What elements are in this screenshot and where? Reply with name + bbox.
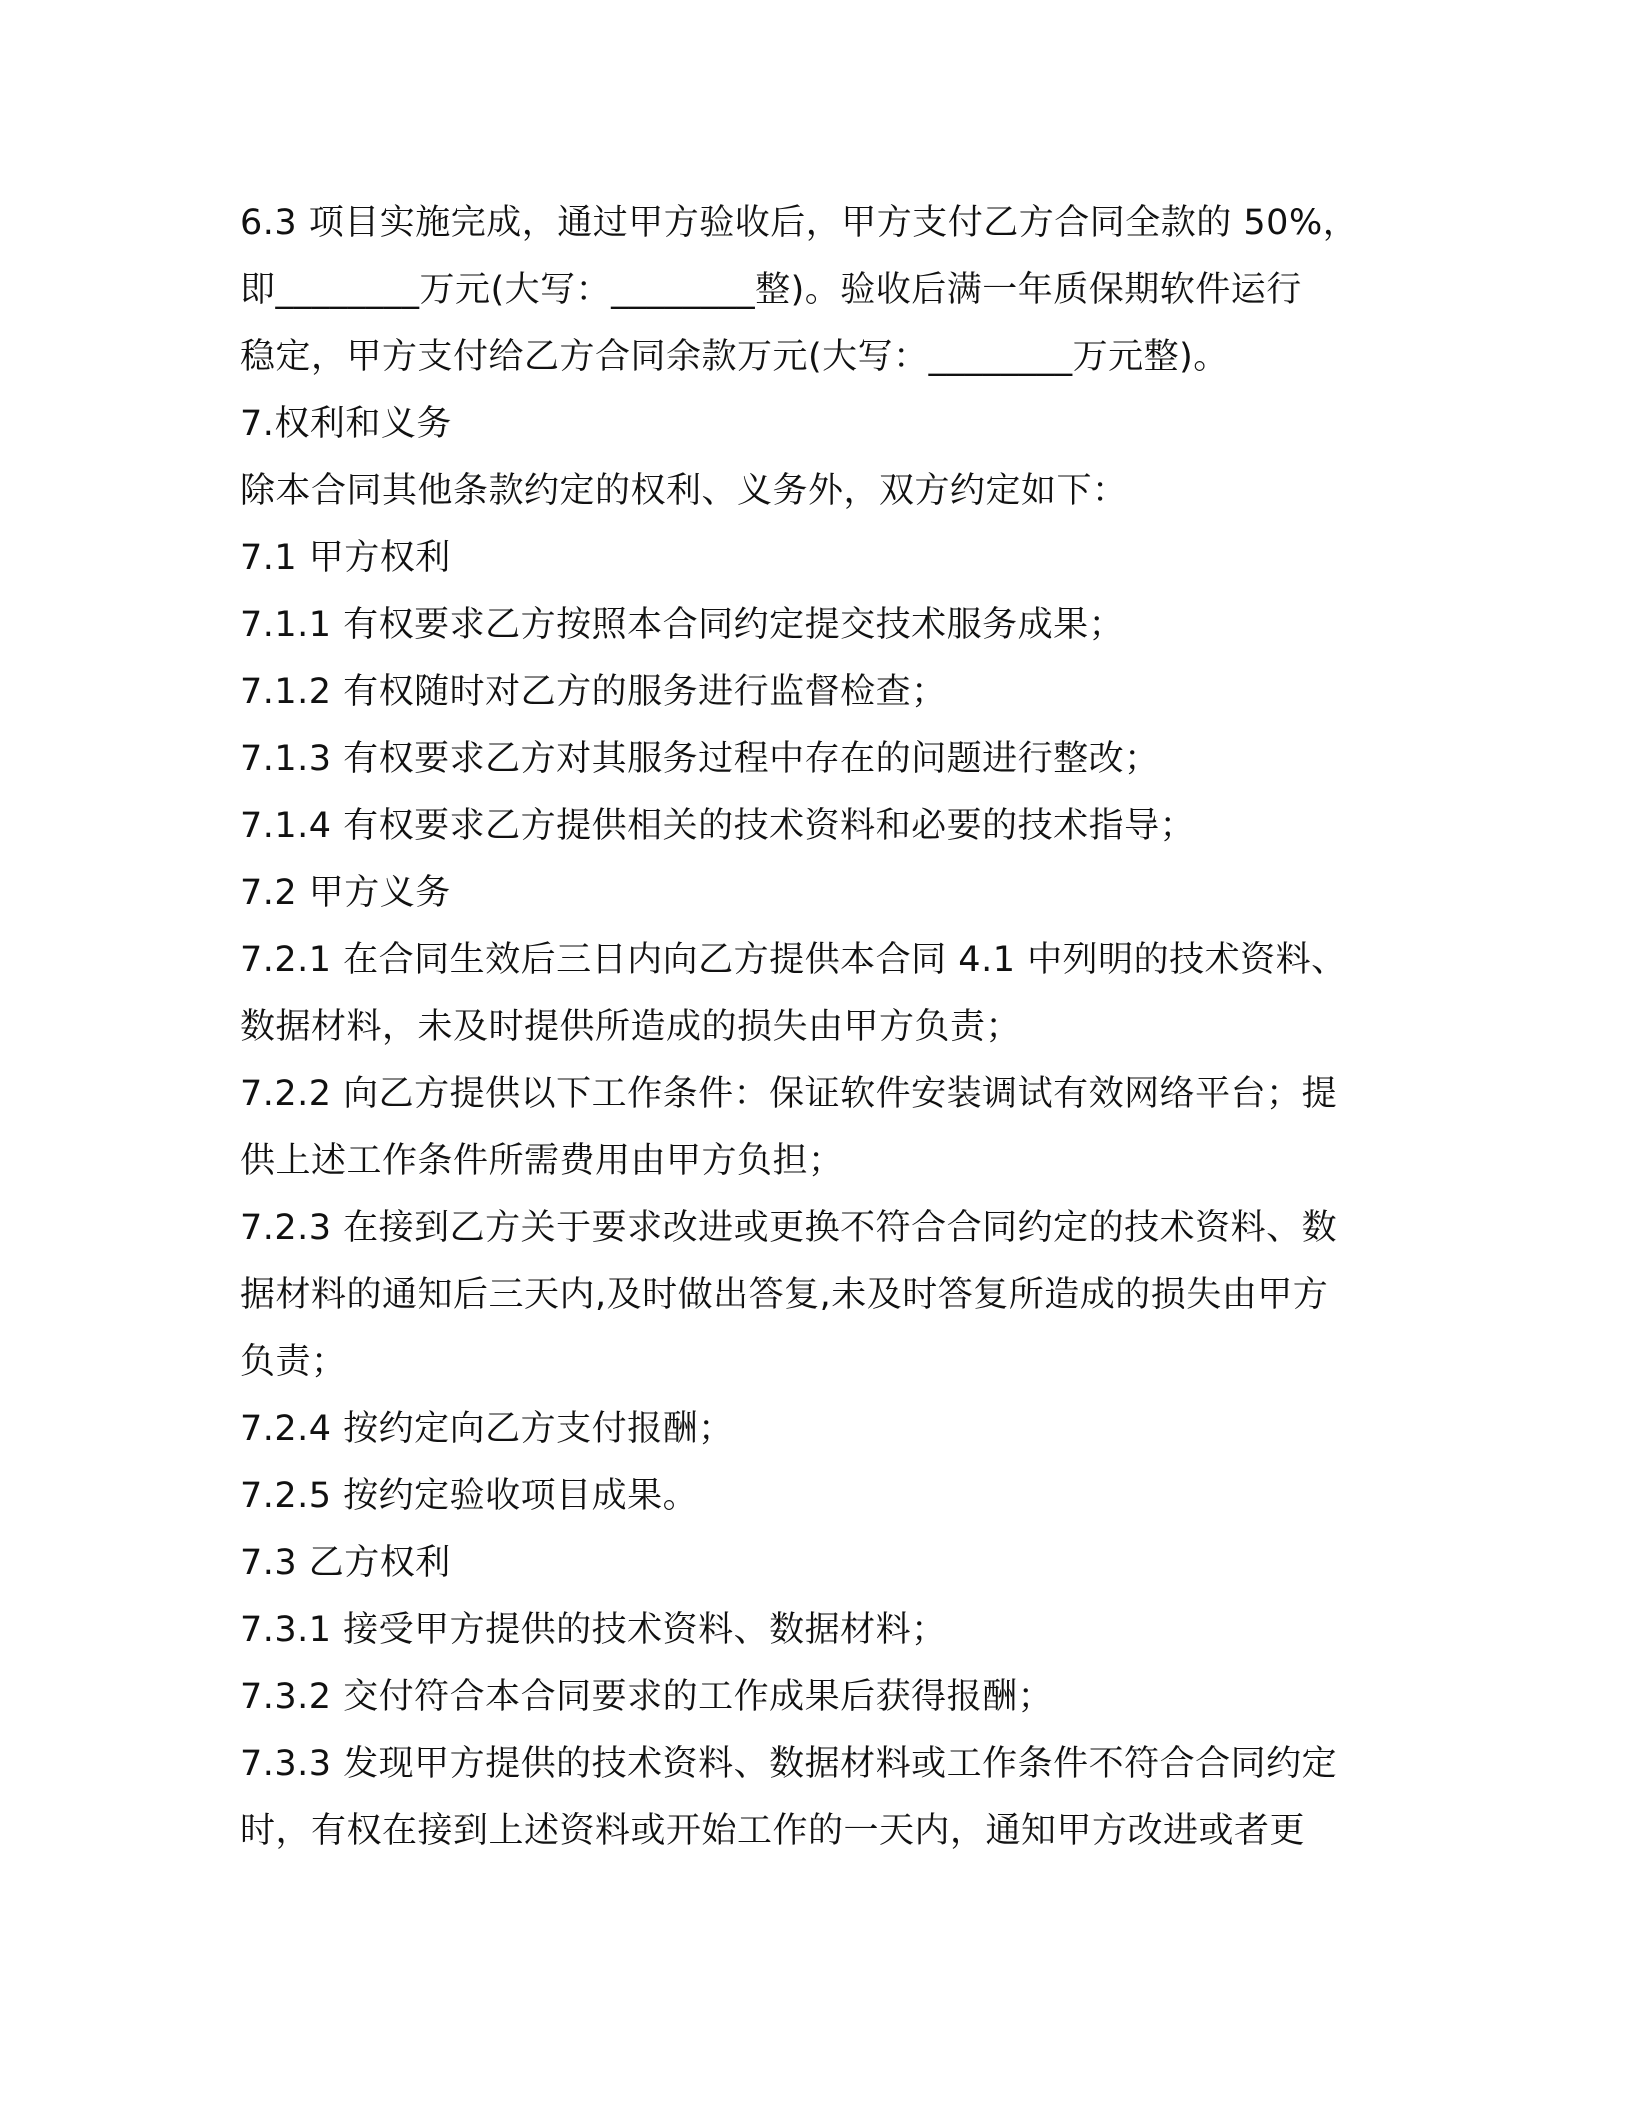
text-line: 7.1.4 有权要求乙方提供相关的技术资料和必要的技术指导； [240, 806, 1196, 846]
text-line: 稳定，甲方支付给乙方合同余款万元(大写：________万元整)。 [240, 337, 1229, 377]
text-line: 时，有权在接到上述资料或开始工作的一天内，通知甲方改进或者更 [240, 1811, 1306, 1851]
text-line: 7.1.2 有权随时对乙方的服务进行监督检查； [240, 672, 947, 712]
text-line: 7.3.1 接受甲方提供的技术资料、数据材料； [240, 1610, 947, 1650]
text-line: 供上述工作条件所需费用由甲方负担； [240, 1141, 844, 1181]
text-line: 7.2.3 在接到乙方关于要求改进或更换不符合合同约定的技术资料、数 [240, 1208, 1338, 1248]
text-line: 7.1.3 有权要求乙方对其服务过程中存在的问题进行整改； [240, 739, 1160, 779]
subsection-heading: 7.1 甲方权利 [240, 538, 451, 578]
text-line: 数据材料，未及时提供所造成的损失由甲方负责； [240, 1007, 1022, 1047]
text-line: 7.2.2 向乙方提供以下工作条件：保证软件安装调试有效网络平台；提 [240, 1074, 1338, 1114]
text-line: 即________万元(大写：________整)。验收后满一年质保期软件运行 [240, 270, 1302, 310]
text-line: 6.3 项目实施完成，通过甲方验收后，甲方支付乙方合同全款的 50%， [240, 203, 1359, 243]
text-line: 7.2.1 在合同生效后三日内向乙方提供本合同 4.1 中列明的技术资料、 [240, 940, 1347, 980]
subsection-heading: 7.2 甲方义务 [240, 873, 451, 913]
section-heading: 7.权利和义务 [240, 404, 452, 444]
document-body [240, 190, 1390, 1865]
text-line: 7.3.2 交付符合本合同要求的工作成果后获得报酬； [240, 1677, 1054, 1717]
text-line: 7.3.3 发现甲方提供的技术资料、数据材料或工作条件不符合合同约定 [240, 1744, 1338, 1784]
text-line: 负责； [240, 1342, 347, 1382]
text-line: 据材料的通知后三天内,及时做出答复,未及时答复所造成的损失由甲方 [240, 1275, 1329, 1315]
text-line: 除本合同其他条款约定的权利、义务外，双方约定如下： [240, 471, 1128, 511]
text-line: 7.1.1 有权要求乙方按照本合同约定提交技术服务成果； [240, 605, 1125, 645]
text-line: 7.2.5 按约定验收项目成果。 [240, 1476, 699, 1516]
subsection-heading: 7.3 乙方权利 [240, 1543, 451, 1583]
text-line: 7.2.4 按约定向乙方支付报酬； [240, 1409, 734, 1449]
